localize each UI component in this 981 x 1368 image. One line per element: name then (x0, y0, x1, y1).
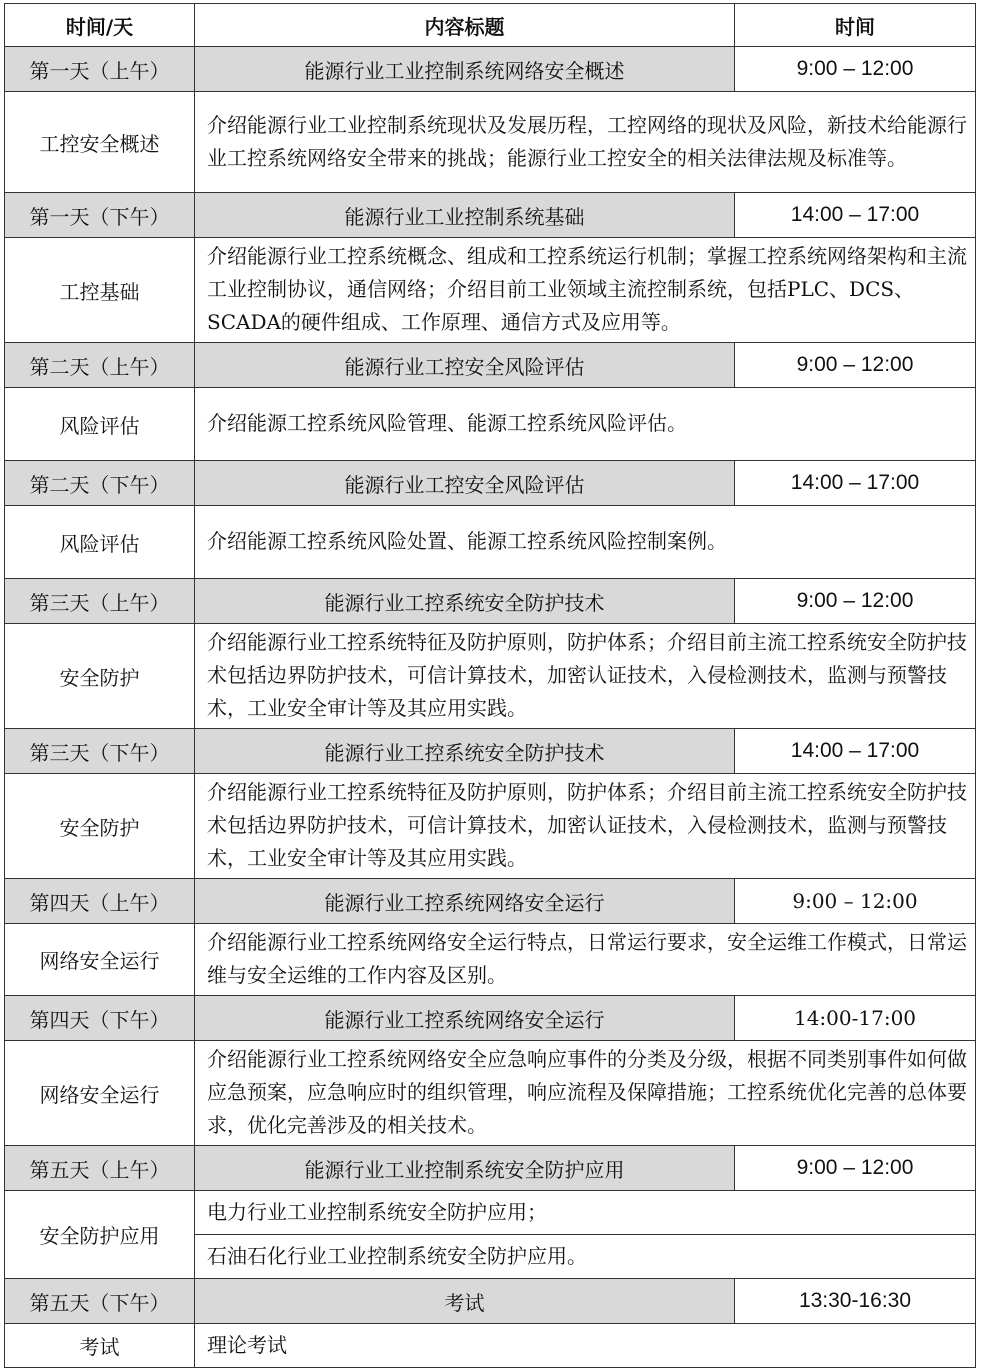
description-cell: 介绍能源行业工控系统网络安全运行特点，日常运行要求，安全运维工作模式，日常运维与安全运维的工作内容及区别。 (195, 924, 976, 996)
content-row (5, 388, 976, 461)
session-time: 9:00 – 12:00 (735, 879, 976, 924)
description-cell: 电力行业工业控制系统安全防护应用； (195, 1191, 976, 1235)
description-cell: 介绍能源行业工控系统概念、组成和工控系统运行机制；掌握工控系统网络架构和主流工业控制协议，通信网络；介绍目前工业领域主流控制系统，包括PLC、DCS、SCADA的硬件组成、工作原理、通信方式及应用等。 (195, 238, 976, 343)
session-time: 14:00-17:00 (735, 996, 976, 1041)
content-row (5, 1324, 976, 1368)
session-time: 9:00 – 12:00 (735, 579, 976, 624)
session-row (5, 879, 976, 924)
session-day: 第二天（上午） (5, 343, 195, 388)
content-row (5, 774, 976, 879)
session-day: 第一天（下午） (5, 193, 195, 238)
content-row (5, 1191, 976, 1235)
content-row (5, 624, 976, 729)
topic-cell: 安全防护应用 (5, 1191, 195, 1279)
session-day: 第二天（下午） (5, 461, 195, 506)
description-cell: 介绍能源工控系统风险处置、能源工控系统风险控制案例。 (195, 506, 976, 579)
session-title: 能源行业工控安全风险评估 (195, 461, 735, 506)
session-row (5, 579, 976, 624)
session-row (5, 996, 976, 1041)
course-schedule-table (4, 3, 976, 1368)
header-day: 时间/天 (5, 4, 195, 47)
session-row (5, 461, 976, 506)
header-title: 内容标题 (195, 4, 735, 47)
description-cell: 介绍能源行业工控系统特征及防护原则，防护体系；介绍目前主流工控系统安全防护技术包括边界防护技术，可信计算技术，加密认证技术，入侵检测技术，监测与预警技术，工业安全审计等及其应用实践。 (195, 774, 976, 879)
session-title: 能源行业工控系统网络安全运行 (195, 996, 735, 1041)
session-title: 能源行业工业控制系统基础 (195, 193, 735, 238)
session-day: 第五天（上午） (5, 1146, 195, 1191)
topic-cell: 安全防护 (5, 624, 195, 729)
description-cell: 介绍能源行业工控系统特征及防护原则，防护体系；介绍目前主流工控系统安全防护技术包括边界防护技术，可信计算技术，加密认证技术，入侵检测技术，监测与预警技术，工业安全审计等及其应用实践。 (195, 624, 976, 729)
description-cell: 石油石化行业工业控制系统安全防护应用。 (195, 1235, 976, 1279)
topic-cell: 风险评估 (5, 388, 195, 461)
topic-cell: 考试 (5, 1324, 195, 1368)
session-title: 能源行业工控系统网络安全运行 (195, 879, 735, 924)
session-title: 能源行业工业控制系统网络安全概述 (195, 47, 735, 92)
topic-cell: 工控安全概述 (5, 92, 195, 193)
session-row (5, 47, 976, 92)
session-title: 能源行业工控系统安全防护技术 (195, 579, 735, 624)
content-row (5, 1041, 976, 1146)
description-cell: 介绍能源工控系统风险管理、能源工控系统风险评估。 (195, 388, 976, 461)
topic-cell: 安全防护 (5, 774, 195, 879)
session-day: 第四天（上午） (5, 879, 195, 924)
topic-cell: 网络安全运行 (5, 1041, 195, 1146)
content-row (5, 506, 976, 579)
description-cell: 理论考试 (195, 1324, 976, 1368)
header-time: 时间 (735, 4, 976, 47)
session-time: 9:00 – 12:00 (735, 47, 976, 92)
session-title: 考试 (195, 1279, 735, 1324)
topic-cell: 网络安全运行 (5, 924, 195, 996)
session-time: 9:00 – 12:00 (735, 343, 976, 388)
session-title: 能源行业工控安全风险评估 (195, 343, 735, 388)
header-row (5, 4, 976, 47)
session-day: 第五天（下午） (5, 1279, 195, 1324)
session-day: 第四天（下午） (5, 996, 195, 1041)
topic-cell: 风险评估 (5, 506, 195, 579)
session-day: 第三天（下午） (5, 729, 195, 774)
session-day: 第一天（上午） (5, 47, 195, 92)
session-time: 14:00 – 17:00 (735, 729, 976, 774)
session-time: 14:00 – 17:00 (735, 193, 976, 238)
session-row (5, 343, 976, 388)
session-row (5, 193, 976, 238)
session-row (5, 1146, 976, 1191)
session-title: 能源行业工控系统安全防护技术 (195, 729, 735, 774)
session-day: 第三天（上午） (5, 579, 195, 624)
session-title: 能源行业工业控制系统安全防护应用 (195, 1146, 735, 1191)
session-row (5, 1279, 976, 1324)
session-row (5, 729, 976, 774)
content-row (5, 92, 976, 193)
session-time: 14:00 – 17:00 (735, 461, 976, 506)
description-cell: 介绍能源行业工控系统网络安全应急响应事件的分类及分级，根据不同类别事件如何做应急预案，应急响应时的组织管理，响应流程及保障措施；工控系统优化完善的总体要求，优化完善涉及的相关技术。 (195, 1041, 976, 1146)
content-row (5, 238, 976, 343)
description-cell: 介绍能源行业工业控制系统现状及发展历程，工控网络的现状及风险，新技术给能源行业工控系统网络安全带来的挑战；能源行业工控安全的相关法律法规及标准等。 (195, 92, 976, 193)
session-time: 9:00 – 12:00 (735, 1146, 976, 1191)
session-time: 13:30-16:30 (735, 1279, 976, 1324)
topic-cell: 工控基础 (5, 238, 195, 343)
content-row (5, 924, 976, 996)
